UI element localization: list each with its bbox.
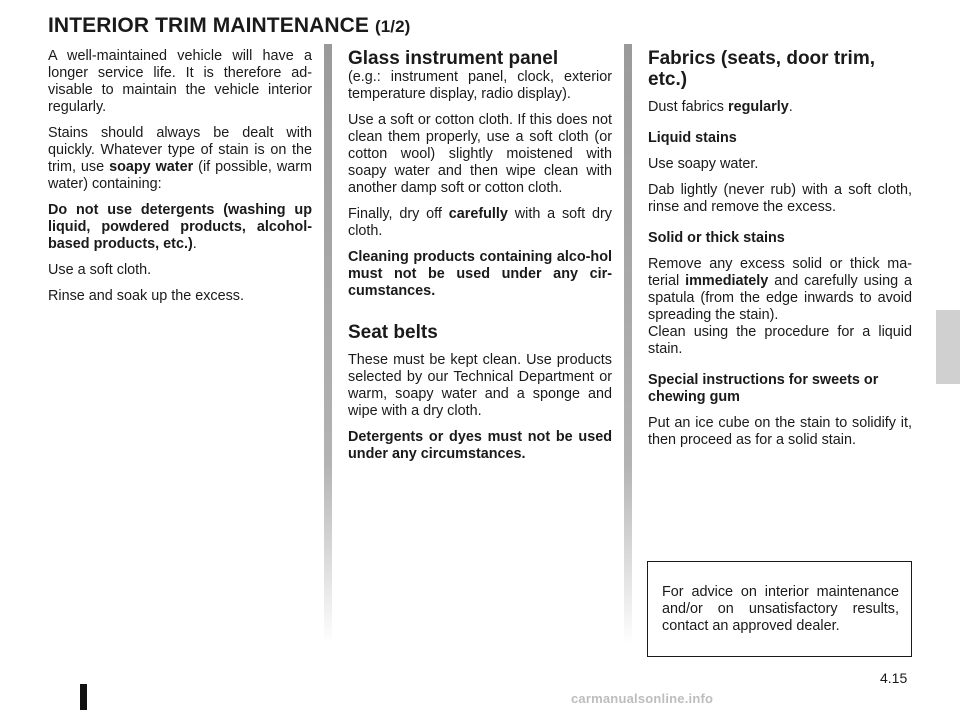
fabrics-heading: Fabrics (seats, door trim, etc.) [648,48,876,90]
advice-note-box [647,561,912,657]
solid-stains-remove [648,256,912,324]
solid-stains-clean: Clean using the procedure for a liquid stain. [648,324,912,357]
dyes-warning: Detergents or dyes must not be used under any circumstances. [348,429,612,462]
glass-panel-dry [348,206,612,240]
stains-text-c: (if possible, warm water) containing: [48,159,312,192]
soft-cloth-paragraph: Use a soft cloth. [48,262,152,278]
page-title-sub: (1/2) [374,17,411,36]
seat-belts-heading: Seat belts [348,322,438,343]
seat-belts-paragraph: These must be kept clean. Use products selected by our Technical Department or warm, soapy water and a sponge and wipe with a dry cloth. [348,352,612,419]
glass-panel-examples: (e.g.: instrument panel, clock, exterior temperature display, radio display). [348,69,612,102]
dry-text-c: with a soft dry cloth. [348,206,612,239]
watermark: carmanualsonline.info [571,691,714,706]
stains-text-bold: soapy water [109,159,194,175]
column-intro [48,48,312,314]
stains-paragraph [48,125,312,193]
remove-text-bold: immediately [685,273,769,289]
liquid-stains-dab: Dab lightly (never rub) with a soft cloth, rinse and remove the excess. [648,182,912,215]
glass-panel-cleaning: Use a soft or cotton cloth. If this does not clean them properly, use a soft cloth (or cotton wool) slightly moistened with soapy water and then wipe clean with another damp soft or cotton cloth. [348,112,612,196]
liquid-stains-soapy: Use soapy water. [648,156,759,172]
sweets-gum-paragraph: Put an ice cube on the stain to solidify it, then proceed as for a solid stain. [648,415,912,448]
intro-paragraph: A well-maintained vehicle will have a longer service life. It is therefore ad-visable to maintain the vehicle interior regularly. [48,48,312,115]
detergent-warning-end: . [192,236,197,252]
column-glass-seatbelts [348,48,612,472]
remove-text-c: and carefully using a spatula (from the edge inwards to avoid spreading the stain). [648,273,912,323]
remove-text-a: Remove any excess solid or thick ma-terial [648,256,912,289]
dust-text-bold: regularly [727,99,789,115]
dry-text-a: Finally, dry off [348,206,449,222]
column-fabrics [648,48,912,458]
stains-text-a: Stains should always be dealt with quickly. Whatever type of stain is on the trim, use [48,125,312,175]
dust-text-a: Dust fabrics [648,99,728,115]
glass-panel-heading: Glass instrument panel [348,48,559,69]
liquid-stains-subheading: Liquid stains [648,130,737,146]
page-number: 4.15 [880,670,908,686]
detergent-warning [48,202,312,253]
dust-fabrics-paragraph [648,99,912,116]
chapter-tab [936,310,960,384]
column-divider-right [624,44,632,644]
solid-stains-subheading: Solid or thick stains [648,230,785,246]
page-title [48,14,410,38]
column-divider-left [324,44,332,644]
sweets-gum-subheading: Special instructions for sweets or chewing gum [648,372,879,405]
dry-text-bold: carefully [448,206,508,222]
dust-text-c: . [788,99,793,115]
advice-note-text: For advice on interior maintenance and/or on unsatisfactory results, contact an approved dealer. [662,584,899,634]
rinse-paragraph: Rinse and soak up the excess. [48,288,244,304]
crop-mark [80,684,87,710]
page-title-text: INTERIOR TRIM MAINTENANCE [48,14,369,37]
detergent-warning-text: Do not use detergents (washing up liquid, powdered products, alcohol-based products, etc.) [48,202,312,252]
alcohol-warning: Cleaning products containing alco-hol must not be used under any cir-cumstances. [348,249,612,299]
